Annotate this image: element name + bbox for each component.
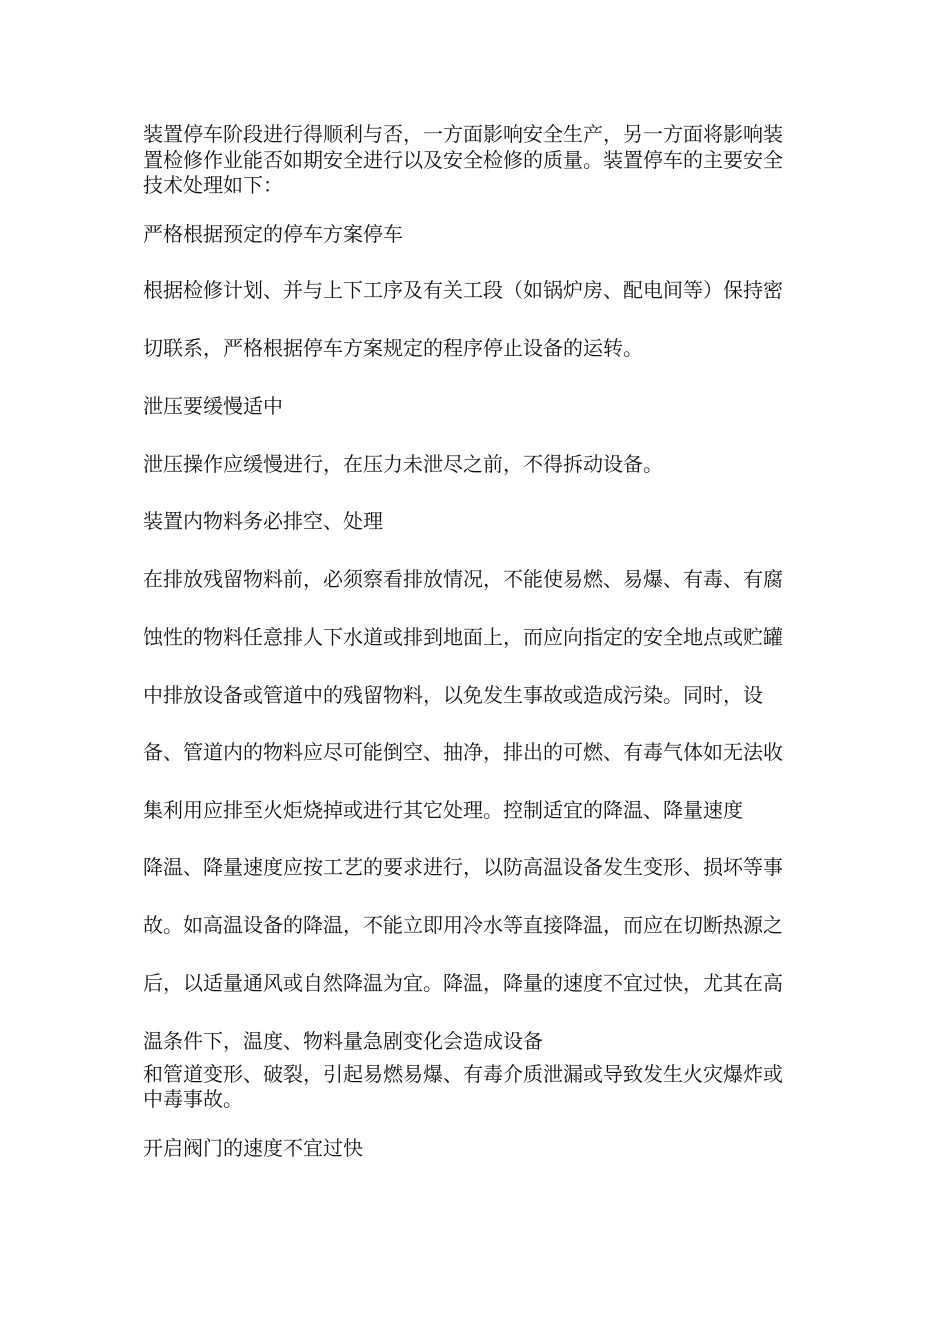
text-line: 后，以适量通风或自然降温为宜。降温，降量的速度不宜过快，尤其在高 <box>143 972 783 994</box>
section-heading: 开启阀门的速度不宜过快 <box>143 1137 363 1159</box>
text-line: 装置停车阶段进行得顺利与否，一方面影响安全生产，另一方面将影响装 <box>143 123 783 145</box>
section-heading: 装置内物料务必排空、处理 <box>143 510 383 532</box>
text-line: 切联系，严格根据停车方案规定的程序停止设备的运转。 <box>143 337 643 359</box>
text-line: 故。如高温设备的降温，不能立即用冷水等直接降温，而应在切断热源之 <box>143 914 783 936</box>
section-heading: 泄压要缓慢适中 <box>143 395 283 417</box>
text-line: 泄压操作应缓慢进行，在压力未泄尽之前，不得拆动设备。 <box>143 453 663 475</box>
section-heading: 严格根据预定的停车方案停车 <box>143 223 403 245</box>
text-line: 中排放设备或管道中的残留物料，以免发生事故或造成污染。同时，设 <box>143 684 763 706</box>
text-line: 技术处理如下： <box>143 174 283 196</box>
text-line: 根据检修计划、并与上下工序及有关工段（如锅炉房、配电间等）保持密 <box>143 279 783 301</box>
text-line: 降温、降量速度应按工艺的要求进行，以防高温设备发生变形、损坏等事 <box>143 856 783 878</box>
text-line: 温条件下，温度、物料量急剧变化会造成设备 <box>143 1030 543 1052</box>
text-line: 和管道变形、破裂，引起易燃易爆、有毒介质泄漏或导致发生火灾爆炸或 <box>143 1063 783 1085</box>
text-line: 蚀性的物料任意排人下水道或排到地面上，而应向指定的安全地点或贮罐 <box>143 626 783 648</box>
text-line: 集利用应排至火炬烧掉或进行其它处理。控制适宜的降温、降量速度 <box>143 799 743 821</box>
text-line: 中毒事故。 <box>143 1088 243 1110</box>
text-line: 置检修作业能否如期安全进行以及安全检修的质量。装置停车的主要安全 <box>143 149 783 171</box>
text-line: 在排放残留物料前，必须察看排放情况，不能使易燃、易爆、有毒、有腐 <box>143 568 783 590</box>
text-line: 备、管道内的物料应尽可能倒空、抽净，排出的可燃、有毒气体如无法收 <box>143 741 783 763</box>
